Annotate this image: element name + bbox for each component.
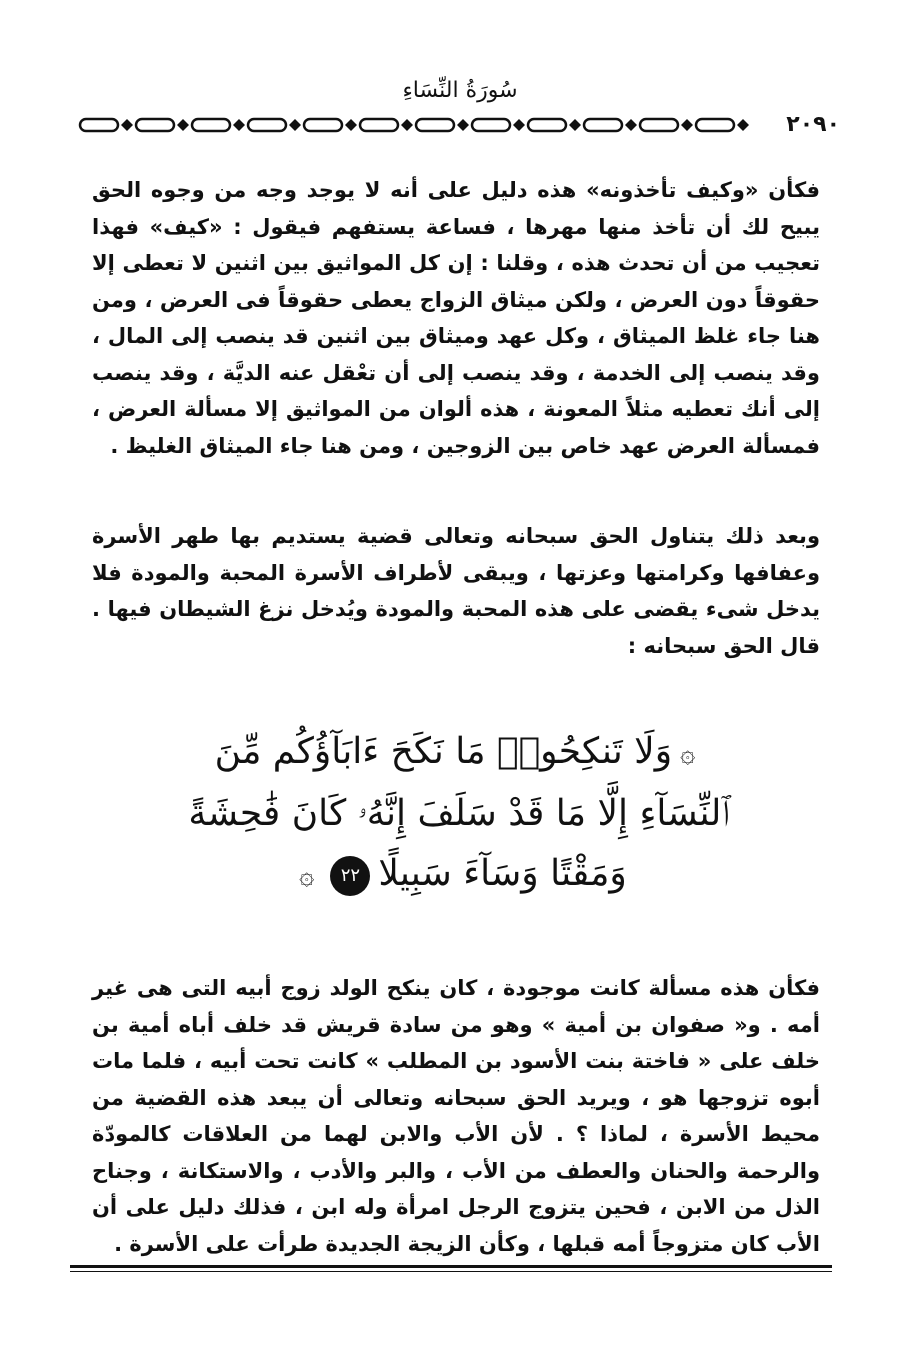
quran-verse-block: [110, 722, 808, 906]
commentary-paragraph-2: وبعد ذلك يتناول الحق سبحانه وتعالى قضية يستديم بها طهر الأسرة وعفافها وكرامتها وعزتها ، ويبقى لأطراف الأسرة المحبة والمودة فلا يدخل شىء يقضى على هذه المحبة والمودة ويُدخل نزغ الشيطان فيها . قال الحق سبحانه :: [92, 524, 820, 658]
commentary-paragraph-3: فكأن هذه مسألة كانت موجودة ، كان ينكح الولد زوج أبيه التى هى غير أمه . و« صفوان بن أمية » وهو من سادة قريش قد خلف أباه أمية بن خلف على « فاختة بنت الأسود بن المطلب » كانت تحت أبيه ، فلما مات أبوه تزوجها هو ، ويريد الحق سبحانه وتعالى أن يبعد هذه القضية من محيط الأسرة ، لماذا ؟ . لأن الأب والابن لهما من العلاقات كالمودّة والرحمة والحنان والعطف من الأب ، والبر والأدب ، والاستكانة ، وجناح الذل من الابن ، فحين يتزوج الرجل امرأة وله ابن ، فذلك دليل على أن الأب كان متزوجاً أمه قبلها ، وكأن الزيجة الجديدة طرأت على الأسرة .: [92, 976, 820, 1256]
verse-close-ornament-icon: ۞: [299, 861, 315, 891]
footer-rule-thin: [70, 1271, 832, 1272]
page-number: ٢٠٩٠: [786, 112, 840, 137]
commentary-paragraph-1: فكأن «وكيف تأخذونه» هذه دليل على أنه لا يوجد وجه من وجوه الحق يبيح لك أن تأخذ منها مهرها ، فساعة يستفهم فيقول : «كيف» فهذا تعجيب من أن تحدث هذه ، وقلنا : إن كل المواثيق بين اثنين لا تعطى إلا حقوقاً دون العرض ، ولكن ميثاق الزواج يعطى حقوقاً فى العرض ، ومن هنا جاء غلظ الميثاق ، وكل عهد وميثاق بين اثنين قد ينصب إلى المال ، وقد ينصب إلى الخدمة ، وقد ينصب إلى أن تعْقل عنه الديَّة ، وقد ينصب إلى أنك تعطيه مثلاً المعونة ، هذه ألوان من المواثيق إلا مسألة العرض ، فمسألة العرض عهد خاص بين الزوجين ، ومن هنا جاء الميثاق الغليظ .: [92, 178, 820, 458]
page-header: [78, 108, 840, 142]
verse-text-line-3: وَمَقْتًا وَسَآءَ سَبِيلًا: [378, 853, 627, 894]
verse-line-3: [110, 844, 808, 906]
footer-rule: [70, 1265, 832, 1268]
surah-title: سُورَةُ النِّسَاءِ: [402, 78, 518, 103]
verse-line-1: [110, 722, 808, 784]
verse-text-line-2: ٱلنِّسَآءِ إِلَّا مَا قَدْ سَلَفَ إِنَّهُۥ كَانَ فَٰحِشَةً: [188, 793, 730, 834]
verse-open-ornament-icon: ۞: [680, 739, 696, 769]
header-ornament-chain: [78, 114, 758, 136]
verse-text-line-1: وَلَا تَنكِحُوا۟ مَا نَكَحَ ءَابَآؤُكُم مِّنَ: [214, 731, 673, 772]
verse-number-badge: ٢٢: [330, 856, 370, 896]
